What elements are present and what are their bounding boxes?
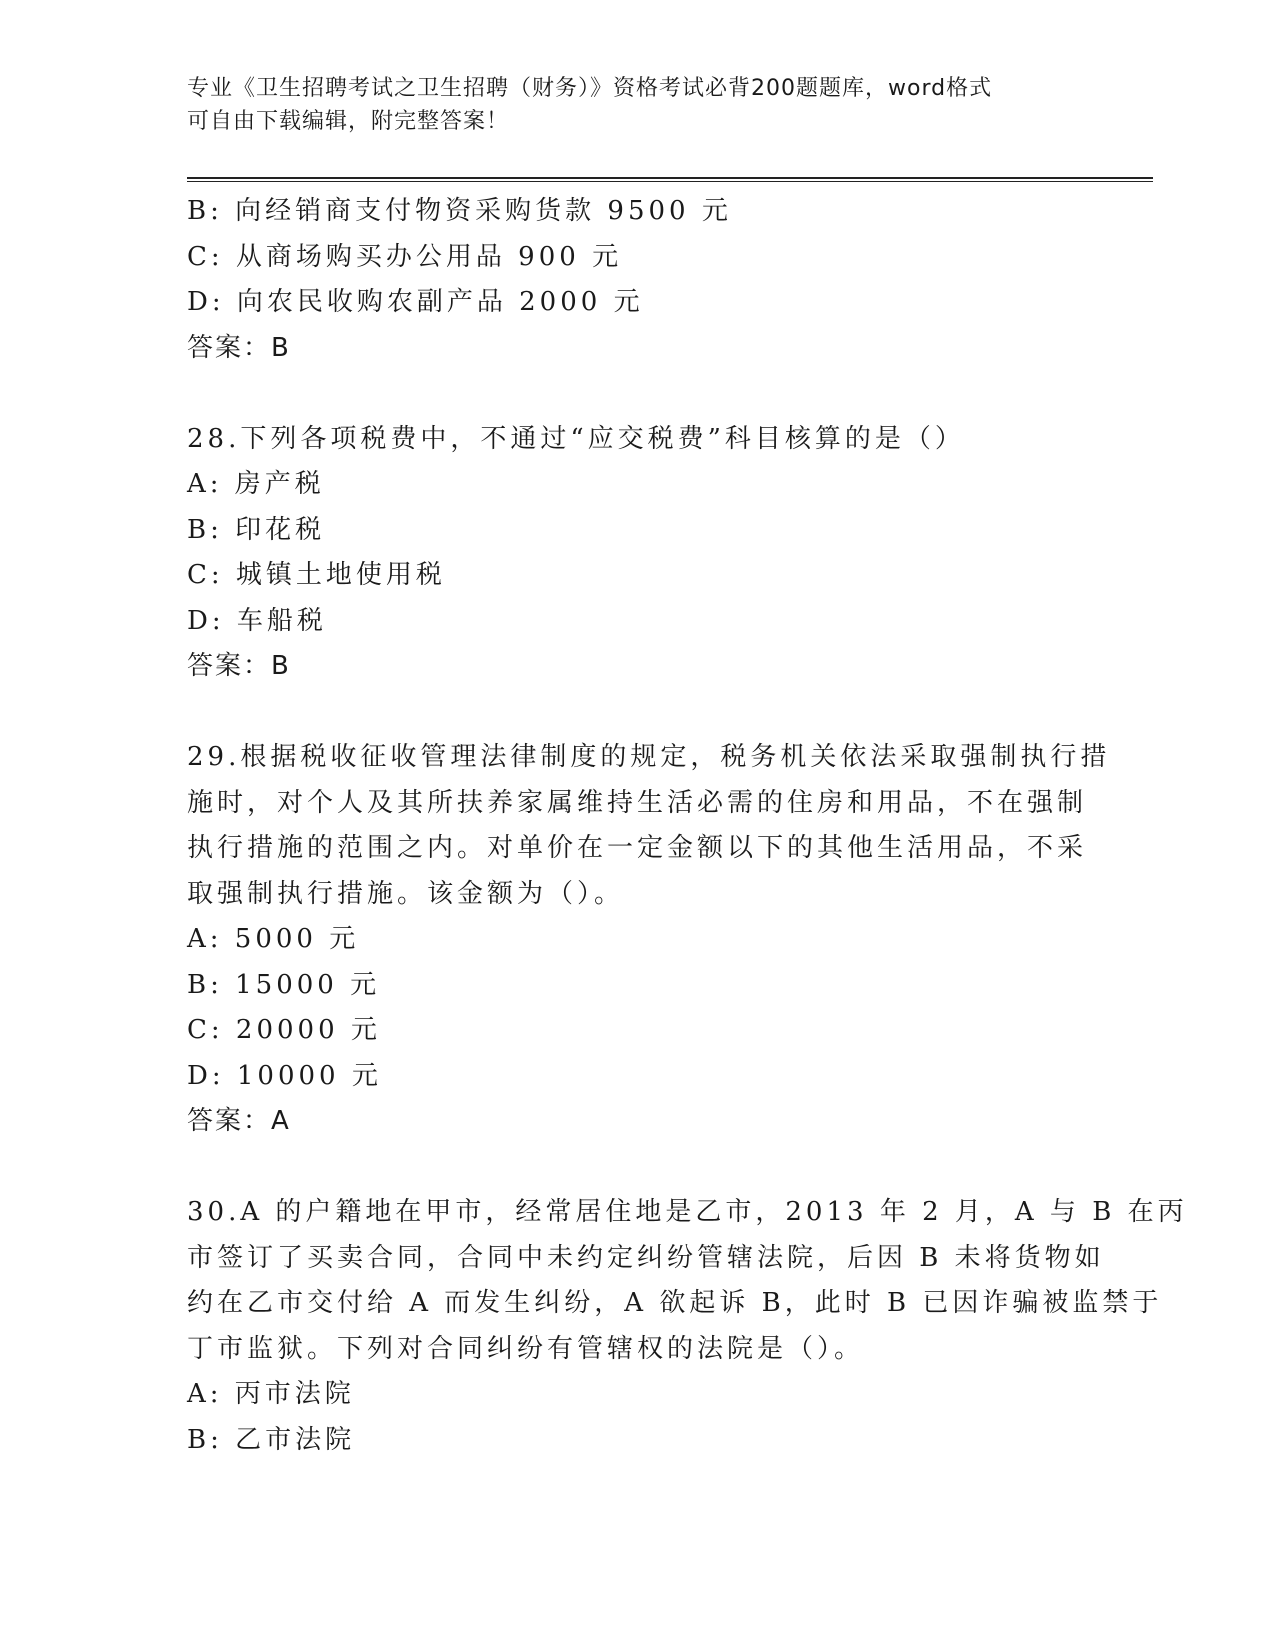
q29-stem-line-4: 取强制执行措施。该金额为（）。 (187, 878, 625, 909)
q29-option-b: B: 15000 元 (187, 969, 381, 1000)
q28-option-c: C: 城镇土地使用税 (187, 560, 446, 590)
spacer (187, 371, 1087, 417)
question-27 (187, 189, 1087, 371)
q28-stem: 28.下列各项税费中，不通过“应交税费”科目核算的是（） (187, 423, 965, 454)
q27-option-c: C: 从商场购买办公用品 900 元 (187, 241, 623, 272)
q30-stem-line-4: 丁市监狱。下列对合同纠纷有管辖权的法院是（）。 (187, 1333, 865, 1364)
question-29 (187, 735, 1111, 1145)
header-divider (187, 177, 1153, 182)
q29-stem-line-1: 29.根据税收征收管理法律制度的规定，税务机关依法采取强制执行措 (187, 742, 1111, 772)
q29-option-c: C: 20000 元 (187, 1015, 381, 1045)
q29-stem-line-3: 执行措施的范围之内。对单价在一定金额以下的其他生活用品，不采 (187, 833, 1088, 863)
q29-option-d: D: 10000 元 (187, 1060, 382, 1091)
q28-answer: 答案：B (187, 651, 291, 681)
header-line-2: 可自由下载编辑，附完整答案！ (187, 109, 510, 134)
question-28 (187, 417, 1087, 690)
page-header (187, 72, 1067, 138)
q28-option-d: D: 车船税 (187, 605, 327, 636)
q30-stem-line-3: 约在乙市交付给 A 而发生纠纷，A 欲起诉 B，此时 B 已因诈骗被监禁于 (187, 1288, 1163, 1318)
q30-stem-line-2: 市签订了买卖合同，合同中未约定纠纷管辖法院，后因 B 未将货物如 (187, 1242, 1105, 1273)
q28-option-a: A: 房产税 (187, 469, 325, 499)
q27-option-b: B: 向经销商支付物资采购货款 9500 元 (187, 196, 732, 226)
q29-option-a: A: 5000 元 (187, 924, 360, 954)
q27-answer: 答案：B (187, 332, 291, 363)
q28-option-b: B: 印花税 (187, 514, 326, 545)
header-line-1: 专业《卫生招聘考试之卫生招聘（财务）》资格考试必背200题题库，word格式 (187, 76, 993, 101)
q29-answer: 答案：A (187, 1106, 291, 1136)
q30-option-a: A: 丙市法院 (187, 1379, 355, 1409)
question-30 (187, 1190, 1188, 1463)
q29-stem-line-2: 施时，对个人及其所扶养家属维持生活必需的住房和用品，不在强制 (187, 787, 1088, 818)
q27-option-d: D: 向农民收购农副产品 2000 元 (187, 287, 644, 317)
spacer (187, 1145, 1087, 1191)
spacer (187, 690, 1087, 736)
document-body (187, 189, 1188, 1463)
q30-stem-line-1: 30.A 的户籍地在甲市，经常居住地是乙市，2013 年 2 月，A 与 B 在丙 (187, 1197, 1188, 1227)
q30-option-b: B: 乙市法院 (187, 1424, 356, 1455)
